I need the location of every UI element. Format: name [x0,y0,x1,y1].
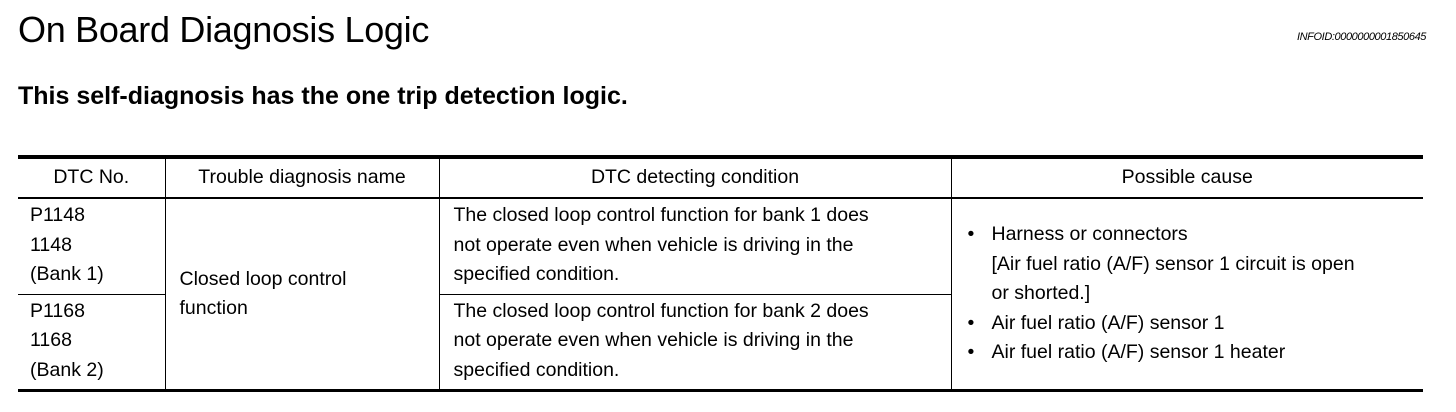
condition-line: The closed loop control function for bank 1 does [453,204,869,226]
column-header-dtc-no: DTC No. [18,157,165,198]
dtc-number-cell [18,294,165,391]
cause-line: [Air fuel ratio (A/F) sensor 1 circuit is open [991,252,1355,275]
table-header-row [18,157,1423,198]
possible-cause-cell [951,198,1423,391]
dtc-number-cell [18,198,165,294]
page-title: On Board Diagnosis Logic [18,9,430,50]
detecting-condition-cell [439,198,951,294]
dtc-bank: (Bank 2) [30,358,104,381]
list-item [968,220,1410,309]
trouble-diagnosis-name-cell [165,198,439,391]
column-header-dtc-detecting-condition: DTC detecting condition [439,157,951,198]
condition-line: not operate even when vehicle is driving in the [453,329,854,351]
cause-line: or shorted.] [991,282,1091,305]
dtc-code: P1148 [30,204,85,226]
trouble-diagnosis-name-line: function [179,297,248,319]
bullet-icon: • [967,311,975,334]
condition-line: specified condition. [453,358,620,381]
info-id: INFOID:0000000001850645 [1296,31,1426,43]
bullet-icon: • [967,341,975,364]
dtc-code: P1168 [30,299,85,322]
condition-line: The closed loop control function for bank 2 does [453,299,869,322]
dtc-table [18,155,1423,392]
cause-line: Air fuel ratio (A/F) sensor 1 [991,311,1225,334]
dtc-number: 1148 [30,233,72,256]
cause-line: Harness or connectors [991,223,1188,246]
bullet-icon: • [967,223,975,246]
dtc-bank: (Bank 1) [30,263,104,285]
column-header-possible-cause: Possible cause [951,157,1423,198]
detection-logic-note: This self-diagnosis has the one trip detection logic. [18,82,628,110]
table-row [18,198,1423,294]
column-header-trouble-diagnosis-name: Trouble diagnosis name [165,157,439,198]
condition-line: specified condition. [453,263,620,285]
detecting-condition-cell [439,294,951,391]
list-item [968,309,1410,339]
condition-line: not operate even when vehicle is driving in the [453,233,854,256]
dtc-number: 1168 [30,329,72,351]
possible-cause-list [968,220,1410,368]
trouble-diagnosis-name-line: Closed loop control [179,267,347,290]
list-item [968,338,1410,368]
cause-line: Air fuel ratio (A/F) sensor 1 heater [991,341,1286,364]
